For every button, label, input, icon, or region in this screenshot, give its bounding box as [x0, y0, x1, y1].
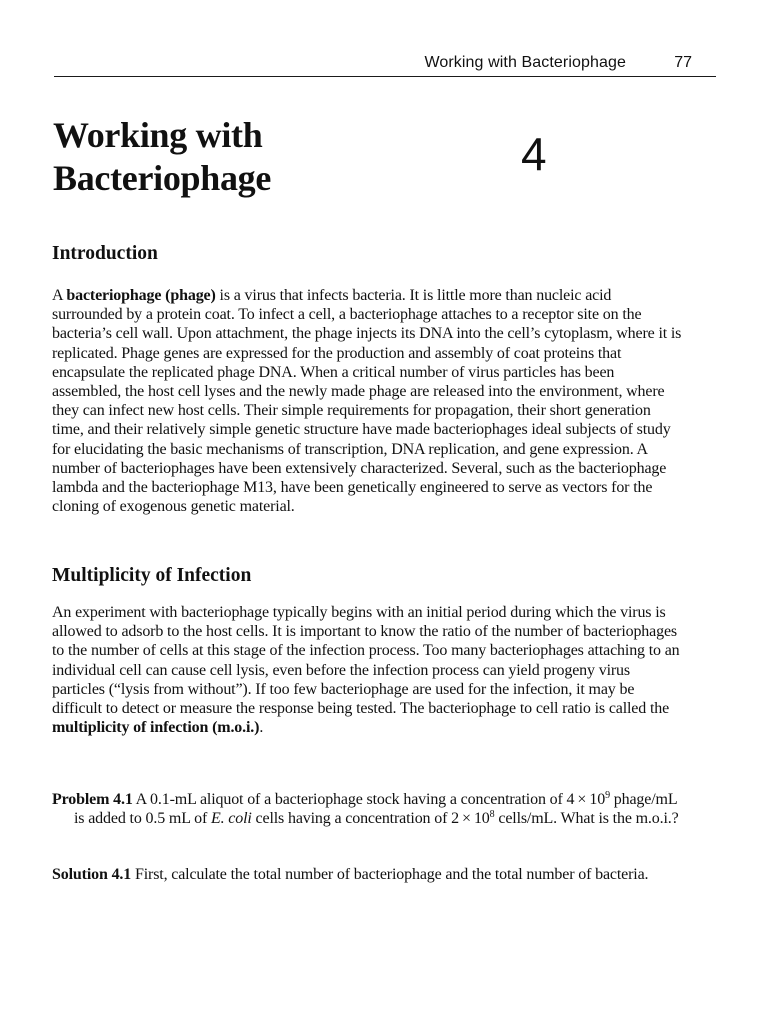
term-moi: multiplicity of infection (m.o.i.): [52, 719, 260, 737]
problem-organism: E. coli: [210, 810, 252, 828]
problem-text-c: cells having a concentration of 2 × 10: [251, 810, 490, 828]
problem-text-a: A 0.1-mL aliquot of a bacteriophage stock having a concentration of 4 × 10: [132, 791, 606, 808]
problem-exponent-b: 8: [489, 809, 495, 821]
moi-paragraph: [52, 603, 682, 737]
term-bacteriophage: bacteriophage: [66, 287, 162, 304]
introduction-paragraph: [52, 286, 682, 516]
section-heading-moi: Multiplicity of Infection: [52, 565, 252, 586]
chapter-title-line-2: Bacteriophage: [53, 158, 272, 198]
term-phage: (phage): [165, 287, 216, 304]
intro-text-rest: is a virus that infects bacteria. It is little more than nucleic acid surrounded by a protein coat. To infect a cell, a bacteriophage attaches to a receptor site on the bacteria’s cell wall. Upon attachment, the phage injects its DNA into the cell’s cytoplasm, where it is replicated. Phage genes are expressed for the production and assembly of coat proteins that encapsulate the replicated phage DNA. When a critical number of virus particles has been assembled, the host cell lyses and the newly made phage are released into the environment, where they can infect new host cells. Their simple requirements for propagation, their short generation time, and their relatively simple genetic structure have made bacteriophages ideal subjects of study for elucidating the basic mechanisms of transcription, DNA replication, and gene expression. A number of bacteriophages have been extensively characterized. Several, such as the bacteriophage lambda and the bacteriophage M13, have been genetically engineered to serve as vectors for the cloning of exogenous genetic material.: [52, 287, 682, 516]
section-heading-introduction: Introduction: [52, 243, 158, 264]
running-title: Working with Bacteriophage: [424, 54, 626, 71]
moi-text-end: .: [259, 719, 264, 737]
moi-text: An experiment with bacteriophage typically begins with an initial period during which the virus is allowed to adsorb to the host cells. It is important to know the ratio of the number of bacteriophages to the number of cells at this stage of the infection process. Too many bacteriophages attaching to an individual cell can cause cell lysis, even before the infection process can yield progeny virus particles (“lysis from without”). If too few bacteriophage are used for the infection, it may be difficult to detect or measure the response being tested. The bacteriophage to cell ratio is called the: [52, 604, 680, 718]
running-header: [54, 52, 716, 77]
solution-label: Solution 4.1: [52, 866, 132, 883]
problem-text-d: cells/mL. What is the m.o.i.?: [494, 810, 679, 828]
solution-4-1: [52, 865, 682, 884]
problem-4-1: [52, 790, 682, 828]
problem-text-b: phage/mL is added to 0.5 mL of: [74, 791, 677, 828]
intro-text-start: A: [52, 287, 67, 304]
chapter-title-line-1: Working with: [53, 115, 263, 155]
page-number: 77: [674, 54, 692, 71]
chapter-number: 4: [521, 128, 547, 180]
problem-label: Problem 4.1: [52, 791, 133, 808]
problem-exponent-a: 9: [605, 790, 610, 801]
chapter-title: [53, 114, 473, 200]
solution-text: First, calculate the total number of bacteriophage and the total number of bacteria.: [131, 866, 649, 883]
